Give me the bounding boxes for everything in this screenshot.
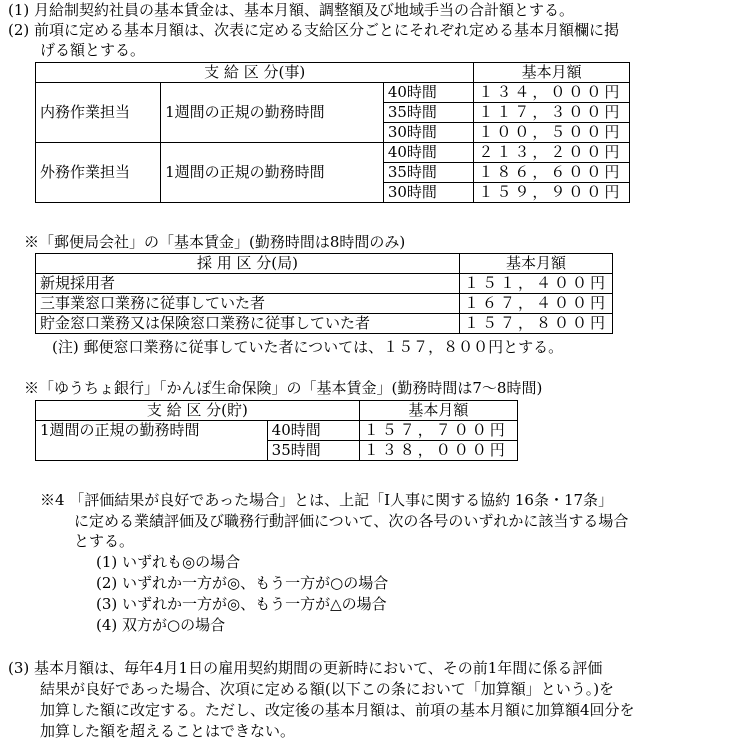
table1-type-cell: 内務作業担当: [36, 83, 161, 143]
table2-header-amount: 基本月額: [459, 254, 612, 274]
salary-table-jigyo: [35, 62, 630, 203]
paragraph-3-line-2: 結果が良好であった場合、次項に定める額(以下この条において「加算額」という。)を: [40, 680, 615, 698]
table-row: [36, 143, 630, 163]
salary-table-kyoku: [35, 253, 613, 334]
note4-line-3: とする。: [74, 532, 135, 550]
table1-hours-cell: 30時間: [383, 183, 474, 203]
table2-label-cell: 新規採用者: [36, 274, 460, 294]
table1-hours-cell: 40時間: [383, 83, 474, 103]
table-row: [36, 83, 630, 103]
table2-amount-cell: １６７，４００円: [459, 294, 612, 314]
note4-item: (4) 双方が○の場合: [96, 616, 226, 634]
table2-amount-cell: １５１，４００円: [459, 274, 612, 294]
table1-cond-cell: 1週間の正規の勤務時間: [161, 83, 384, 143]
paragraph-2-line-2: げる額とする。: [40, 41, 146, 59]
table2-footnote: (注) 郵便窓口業務に従事していた者については、１５７，８００円とする。: [52, 338, 564, 356]
note4-line-1: ※4 「評価結果が良好であった場合」とは、上記「Ⅰ人事に関する協約 16条・17条」: [40, 491, 614, 509]
table1-amount-cell: １３４，０００円: [474, 83, 630, 103]
table1-hours-cell: 35時間: [383, 163, 474, 183]
note-bank: ※「ゆうちょ銀行」「かんぽ生命保険」の「基本賃金」(勤務時間は7～8時間): [24, 379, 543, 397]
table1-cond-cell: 1週間の正規の勤務時間: [161, 143, 384, 203]
paragraph-2-line-1: (2) 前項に定める基本月額は、次表に定める支給区分ごとにそれぞれ定める基本月額欄に掲: [8, 21, 620, 39]
paragraph-1: (1) 月給制契約社員の基本賃金は、基本月額、調整額及び地域手当の合計額とする。: [8, 1, 575, 19]
note4-line-2: に定める業績評価及び職務行動評価について、次の各号のいずれかに該当する場合: [74, 512, 629, 530]
table1-header-amount: 基本月額: [474, 63, 630, 83]
table-row: [36, 314, 613, 334]
table1-hours-cell: 30時間: [383, 123, 474, 143]
table3-amount-cell: １５７，７００円: [359, 421, 517, 441]
table3-amount-cell: １３８，０００円: [359, 441, 517, 461]
table2-header-category: 採 用 区 分(局): [36, 254, 460, 274]
table1-amount-cell: １５９，９００円: [474, 183, 630, 203]
table3-header-category: 支 給 区 分(貯): [36, 401, 360, 421]
table-row: [36, 274, 613, 294]
table1-amount-cell: １１７，３００円: [474, 103, 630, 123]
table2-label-cell: 三事業窓口業務に従事していた者: [36, 294, 460, 314]
table1-amount-cell: １８６，６００円: [474, 163, 630, 183]
table1-hours-cell: 40時間: [383, 143, 474, 163]
table-row: [36, 294, 613, 314]
table2-label-cell: 貯金窓口業務又は保険窓口業務に従事していた者: [36, 314, 460, 334]
table1-hours-cell: 35時間: [383, 103, 474, 123]
note4-item: (2) いずれか一方が◎、もう一方が○の場合: [96, 574, 389, 592]
paragraph-3-line-4: 加算した額を超えることはできない。: [40, 722, 296, 740]
table3-hours-cell: 40時間: [267, 421, 359, 441]
table1-amount-cell: ２１３，２００円: [474, 143, 630, 163]
table3-header-amount: 基本月額: [359, 401, 517, 421]
table1-type-cell: 外務作業担当: [36, 143, 161, 203]
note4-item: (1) いずれも◎の場合: [96, 553, 241, 571]
table3-hours-cell: 35時間: [267, 441, 359, 461]
note4-item: (3) いずれか一方が◎、もう一方が△の場合: [96, 595, 387, 613]
paragraph-3-line-1: (3) 基本月額は、毎年4月1日の雇用契約期間の更新時において、その前1年間に係る評価: [8, 659, 603, 677]
table2-amount-cell: １５７，８００円: [459, 314, 612, 334]
table1-amount-cell: １００，５００円: [474, 123, 630, 143]
note-yubin: ※「郵便局会社」の「基本賃金」(勤務時間は8時間のみ): [24, 233, 406, 251]
table3-cond-cell: 1週間の正規の勤務時間: [36, 421, 268, 461]
salary-table-chokin: [35, 400, 518, 461]
table1-header-category: 支 給 区 分(事): [36, 63, 474, 83]
table-row: [36, 421, 518, 441]
paragraph-3-line-3: 加算した額に改定する。ただし、改定後の基本月額は、前項の基本月額に加算額4回分を: [40, 701, 635, 719]
